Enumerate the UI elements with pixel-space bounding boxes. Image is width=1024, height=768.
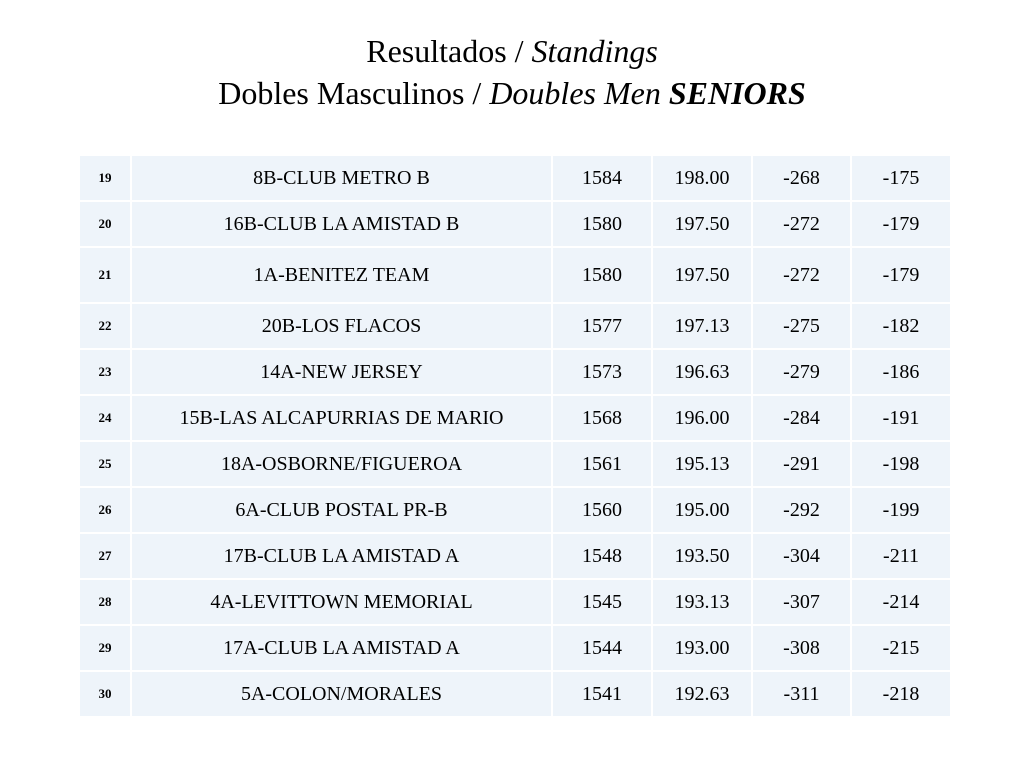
table-row	[80, 442, 950, 486]
difference-cell: -291	[753, 442, 850, 486]
team-cell: 17A-CLUB LA AMISTAD A	[132, 626, 551, 670]
difference-cell: -311	[753, 672, 850, 716]
average-cell: 196.63	[653, 350, 751, 394]
table-row	[80, 202, 950, 246]
difference-cell: -179	[852, 248, 950, 302]
difference-cell: -218	[852, 672, 950, 716]
table-row	[80, 672, 950, 716]
team-cell: 18A-OSBORNE/FIGUEROA	[132, 442, 551, 486]
average-cell: 192.63	[653, 672, 751, 716]
rank-cell: 23	[80, 350, 130, 394]
table-row	[80, 580, 950, 624]
team-cell: 4A-LEVITTOWN MEMORIAL	[132, 580, 551, 624]
rank-cell: 19	[80, 156, 130, 200]
table-row	[80, 488, 950, 532]
rank-cell: 30	[80, 672, 130, 716]
rank-cell: 27	[80, 534, 130, 578]
standings-table	[78, 154, 952, 718]
team-cell: 14A-NEW JERSEY	[132, 350, 551, 394]
rank-cell: 28	[80, 580, 130, 624]
rank-cell: 21	[80, 248, 130, 302]
score-cell: 1545	[553, 580, 651, 624]
rank-cell: 22	[80, 304, 130, 348]
average-cell: 196.00	[653, 396, 751, 440]
average-cell: 195.13	[653, 442, 751, 486]
table-row	[80, 248, 950, 302]
difference-cell: -275	[753, 304, 850, 348]
score-cell: 1580	[553, 248, 651, 302]
table-row	[80, 156, 950, 200]
difference-cell: -186	[852, 350, 950, 394]
rank-cell: 25	[80, 442, 130, 486]
average-cell: 193.13	[653, 580, 751, 624]
difference-cell: -182	[852, 304, 950, 348]
difference-cell: -272	[753, 202, 850, 246]
difference-cell: -292	[753, 488, 850, 532]
score-cell: 1561	[553, 442, 651, 486]
title-line-2	[0, 72, 1024, 114]
score-cell: 1584	[553, 156, 651, 200]
difference-cell: -191	[852, 396, 950, 440]
score-cell: 1548	[553, 534, 651, 578]
team-cell: 15B-LAS ALCAPURRIAS DE MARIO	[132, 396, 551, 440]
difference-cell: -215	[852, 626, 950, 670]
rank-cell: 29	[80, 626, 130, 670]
team-cell: 20B-LOS FLACOS	[132, 304, 551, 348]
table-row	[80, 304, 950, 348]
team-cell: 5A-COLON/MORALES	[132, 672, 551, 716]
team-cell: 16B-CLUB LA AMISTAD B	[132, 202, 551, 246]
title-standings-label: Standings	[531, 33, 658, 69]
score-cell: 1560	[553, 488, 651, 532]
title-category-label: Dobles Masculinos /	[218, 75, 490, 111]
difference-cell: -211	[852, 534, 950, 578]
team-cell: 8B-CLUB METRO B	[132, 156, 551, 200]
difference-cell: -307	[753, 580, 850, 624]
difference-cell: -304	[753, 534, 850, 578]
difference-cell: -175	[852, 156, 950, 200]
difference-cell: -272	[753, 248, 850, 302]
score-cell: 1541	[553, 672, 651, 716]
average-cell: 197.50	[653, 248, 751, 302]
table-row	[80, 534, 950, 578]
title-line-1	[0, 30, 1024, 72]
difference-cell: -179	[852, 202, 950, 246]
score-cell: 1577	[553, 304, 651, 348]
team-cell: 17B-CLUB LA AMISTAD A	[132, 534, 551, 578]
average-cell: 197.13	[653, 304, 751, 348]
title-division-label: SENIORS	[668, 75, 806, 111]
score-cell: 1544	[553, 626, 651, 670]
average-cell: 198.00	[653, 156, 751, 200]
average-cell: 197.50	[653, 202, 751, 246]
rank-cell: 24	[80, 396, 130, 440]
table-row	[80, 396, 950, 440]
difference-cell: -214	[852, 580, 950, 624]
rank-cell: 20	[80, 202, 130, 246]
average-cell: 193.00	[653, 626, 751, 670]
team-cell: 6A-CLUB POSTAL PR-B	[132, 488, 551, 532]
title-results-label: Resultados /	[366, 33, 532, 69]
rank-cell: 26	[80, 488, 130, 532]
average-cell: 193.50	[653, 534, 751, 578]
table-row	[80, 626, 950, 670]
score-cell: 1568	[553, 396, 651, 440]
difference-cell: -284	[753, 396, 850, 440]
page-title	[0, 30, 1024, 114]
title-category-english: Doubles Men	[489, 75, 669, 111]
score-cell: 1573	[553, 350, 651, 394]
average-cell: 195.00	[653, 488, 751, 532]
team-cell: 1A-BENITEZ TEAM	[132, 248, 551, 302]
difference-cell: -199	[852, 488, 950, 532]
table-row	[80, 350, 950, 394]
difference-cell: -279	[753, 350, 850, 394]
difference-cell: -308	[753, 626, 850, 670]
difference-cell: -198	[852, 442, 950, 486]
score-cell: 1580	[553, 202, 651, 246]
difference-cell: -268	[753, 156, 850, 200]
